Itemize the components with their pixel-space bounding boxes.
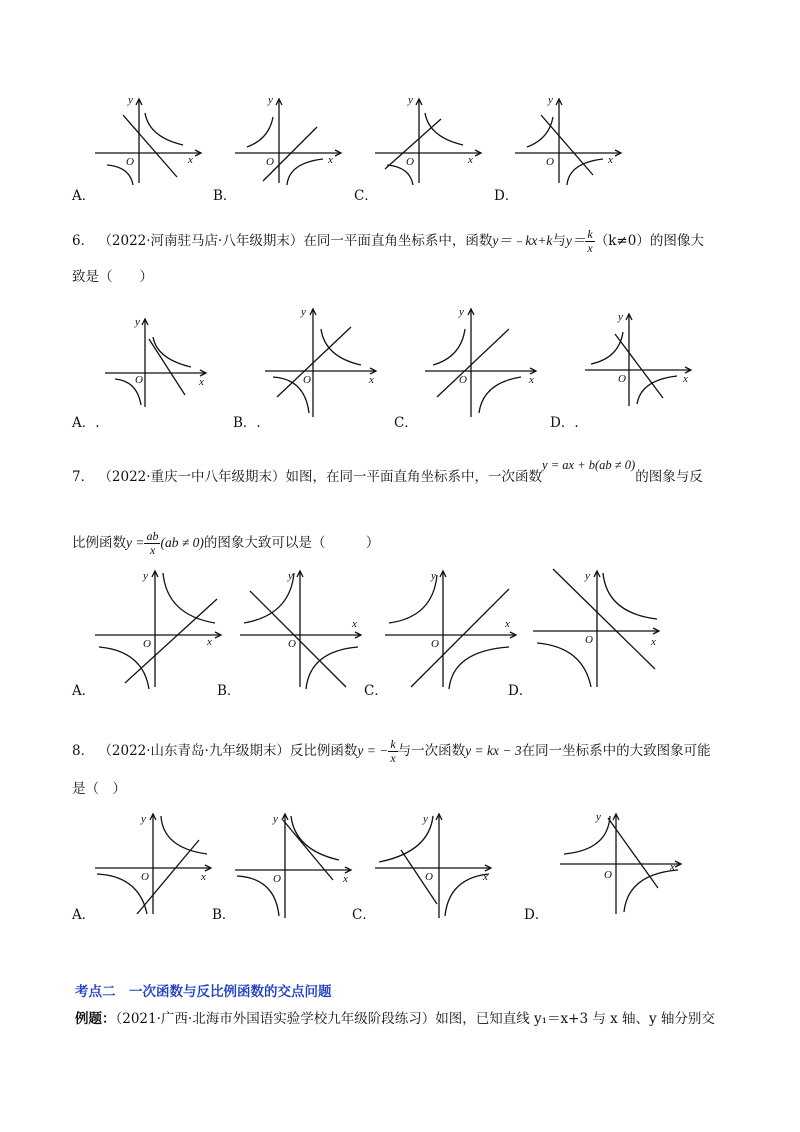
q8-text-a: 反比例函数 — [289, 743, 358, 759]
q6-option-b[interactable]: B．. — [233, 415, 261, 431]
q7-condition: (ab ≠ 0) — [160, 535, 204, 550]
svg-text:y: y — [618, 311, 623, 323]
svg-text:x: x — [505, 618, 510, 630]
q8-graph-c — [375, 810, 495, 920]
q6-option-c[interactable]: C． — [394, 415, 418, 431]
svg-text:O: O — [459, 374, 467, 386]
svg-text:O: O — [425, 871, 433, 883]
q6-stem — [72, 228, 704, 255]
q6-text-b: 与 — [552, 233, 566, 249]
q7-graph-d — [533, 565, 663, 690]
svg-text:x: x — [529, 374, 534, 386]
q8-stem — [72, 738, 711, 765]
svg-text:O: O — [273, 873, 281, 885]
svg-text:O: O — [135, 374, 143, 386]
q7-graph-b — [240, 565, 365, 690]
q8-option-c[interactable]: C． — [352, 907, 376, 923]
svg-text:y: y — [141, 813, 146, 825]
q8-graph-b — [235, 810, 355, 920]
svg-text:x: x — [608, 154, 613, 166]
q6-text-c: 的图像大 — [649, 233, 704, 249]
q7-option-d[interactable]: D． — [508, 683, 533, 699]
svg-text:x: x — [369, 374, 374, 386]
q5-option-d[interactable]: D． — [494, 188, 519, 204]
q7-fraction: $\frac{ab}{x}$ — [146, 529, 159, 557]
section-heading: 考点二 一次函数与反比例函数的交点问题 — [75, 984, 332, 1000]
svg-text:O: O — [618, 373, 626, 385]
q8-number: 8． — [72, 743, 95, 759]
q6-graph-c — [425, 305, 540, 420]
q7-option-b[interactable]: B． — [217, 683, 241, 699]
q6-number: 6． — [72, 233, 95, 249]
svg-text:O: O — [604, 869, 612, 881]
svg-text:x: x — [188, 154, 193, 166]
q8-text-b: 与一次函数 — [397, 743, 466, 759]
svg-text:y: y — [273, 813, 278, 825]
q8-option-b[interactable]: B． — [212, 907, 236, 923]
svg-text:y: y — [268, 94, 273, 106]
svg-text:x: x — [683, 373, 688, 385]
example-label: 例题： — [75, 1011, 116, 1027]
q6-option-d[interactable]: D．. — [550, 415, 579, 431]
q6-func1: y＝﹣kx+k — [492, 233, 553, 248]
q8-graph-d — [560, 810, 685, 915]
q7-option-a[interactable]: A． — [72, 683, 96, 699]
q7-graph-c — [385, 565, 520, 690]
q5-graph-d — [515, 95, 625, 185]
q8-stem-line2: 是（ ） — [72, 781, 126, 797]
q6-source: （2022·河南驻马店·八年级期末） — [98, 233, 304, 249]
svg-text:O: O — [141, 871, 149, 883]
q6-condition: （k≠0） — [594, 233, 650, 249]
svg-text:O: O — [266, 156, 274, 168]
svg-text:y: y — [301, 306, 306, 318]
q8-fraction: $\frac{k}{x}$ — [390, 737, 396, 765]
q7-func1: y = ax + b(ab ≠ 0) — [542, 458, 636, 472]
q8-source: （2022·山东青岛·九年级期末） — [98, 743, 290, 759]
svg-text:y: y — [288, 570, 293, 582]
svg-text:x: x — [201, 871, 206, 883]
svg-text:O: O — [288, 638, 296, 650]
q7-stem — [72, 458, 703, 486]
svg-text:O: O — [585, 634, 593, 646]
svg-text:y: y — [585, 570, 590, 582]
svg-text:y: y — [408, 94, 413, 106]
svg-text:O: O — [143, 638, 151, 650]
q6-text-a: 在同一平面直角坐标系中，函数 — [303, 233, 493, 249]
svg-text:y: y — [596, 811, 601, 823]
q5-option-b[interactable]: B． — [213, 188, 237, 204]
q8-func1-lhs: y = − — [357, 743, 389, 758]
q5-option-a[interactable]: A． — [72, 188, 96, 204]
q6-graph-b — [265, 305, 380, 420]
q6-option-a[interactable]: A．. — [72, 415, 100, 431]
q6-graph-d — [585, 310, 695, 410]
q5-graph-b — [235, 95, 345, 185]
q7-number: 7． — [72, 469, 95, 485]
q6-graph-a — [105, 315, 215, 410]
svg-text:x: x — [199, 376, 204, 388]
svg-text:x: x — [207, 636, 212, 648]
svg-text:y: y — [135, 316, 140, 328]
q7-text-b: 的图象与反 — [635, 469, 703, 485]
svg-text:x: x — [352, 618, 357, 630]
svg-text:y: y — [431, 570, 436, 582]
svg-text:O: O — [546, 156, 554, 168]
q8-option-d[interactable]: D． — [524, 907, 549, 923]
q7-line2-a: 比例函数 — [72, 535, 126, 551]
q6-fraction: $\frac{k}{x}$ — [587, 227, 593, 255]
svg-text:y: y — [459, 306, 464, 318]
q8-option-a[interactable]: A． — [72, 907, 96, 923]
q5-graph-c — [375, 95, 485, 185]
q5-option-c[interactable]: C． — [354, 188, 378, 204]
example-line — [75, 1010, 715, 1028]
q8-graph-a — [95, 810, 215, 915]
svg-text:x: x — [670, 861, 675, 873]
svg-text:O: O — [431, 638, 439, 650]
q7-stem-line2 — [72, 530, 379, 557]
q6-stem-line2: 致是（ ） — [72, 269, 153, 285]
svg-text:x: x — [651, 636, 656, 648]
q7-graph-a — [95, 565, 225, 690]
q8-func2: y = kx − 3 — [465, 743, 522, 758]
q5-graph-a — [95, 95, 205, 185]
q8-text-c: 在同一坐标系中的大致图象可能 — [521, 743, 711, 759]
svg-text:x: x — [328, 154, 333, 166]
example-text: （2021·广西·北海市外国语实验学校九年级阶段练习）如图，已知直线 y₁＝x+3 与 x 轴、y 轴分别交 — [115, 1011, 715, 1027]
svg-text:x: x — [468, 154, 473, 166]
q7-text-a: 如图，在同一平面直角坐标系中，一次函数 — [285, 469, 543, 485]
svg-text:O: O — [126, 156, 134, 168]
svg-text:x: x — [343, 873, 348, 885]
q6-func2-lhs: y＝ — [565, 233, 586, 248]
q7-line2-b: 的图象大致可以是（ ） — [203, 535, 380, 551]
q7-func2-lhs: y = — [126, 535, 145, 550]
svg-text:x: x — [483, 871, 488, 883]
svg-text:y: y — [143, 570, 148, 582]
svg-text:y: y — [128, 94, 133, 106]
q7-option-c[interactable]: C． — [364, 683, 388, 699]
svg-text:O: O — [303, 374, 311, 386]
q7-source: （2022·重庆一中八年级期末） — [98, 469, 286, 485]
svg-text:O: O — [406, 156, 414, 168]
svg-text:y: y — [548, 94, 553, 106]
svg-text:y: y — [423, 813, 428, 825]
